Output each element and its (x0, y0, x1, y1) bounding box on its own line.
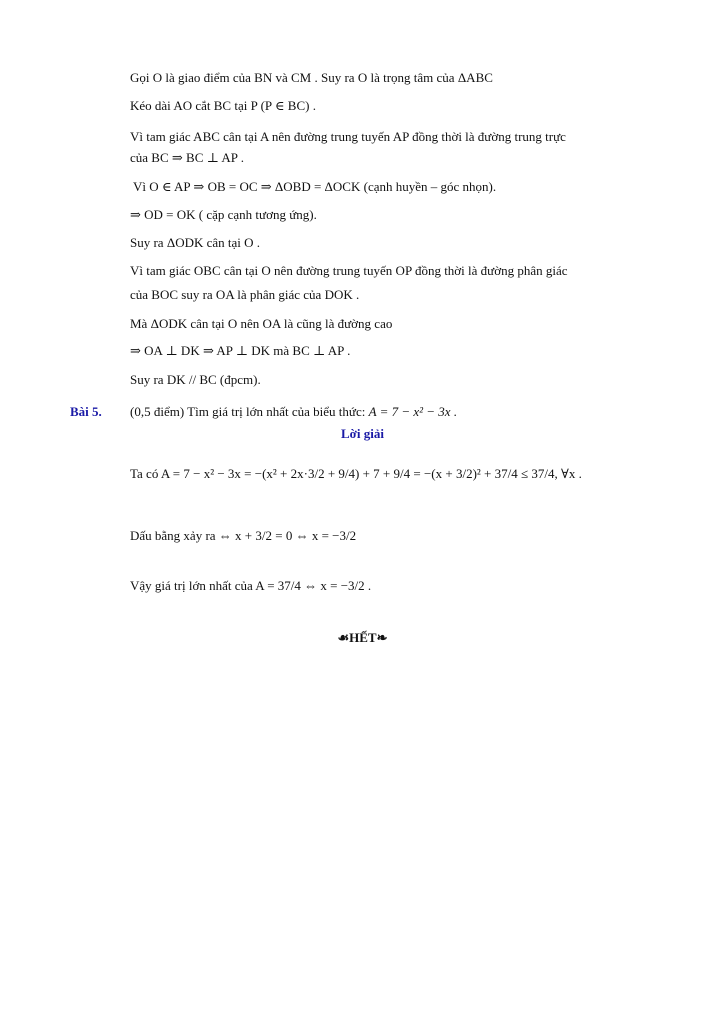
line-1: Gọi O là giao điểm của BN và CM . Suy ra O là trọng tâm của ΔABC (130, 70, 493, 85)
line-12: Suy ra DK // BC (đpcm). (130, 372, 261, 387)
line-10: Mà ΔODK cân tại O nên OA là cũng là đường cao (130, 316, 393, 331)
line-9: của BOC suy ra OA là phân giác của DOK . (130, 287, 360, 302)
line-4: của BC ⇒ BC ⊥ AP . (130, 150, 245, 165)
line-11: ⇒ OA ⊥ DK ⇒ AP ⊥ DK mà BC ⊥ AP . (130, 343, 351, 358)
solution-title: Lời giải (341, 426, 384, 441)
solution-step-1: Ta có A = 7 − x² − 3x = −(x² + 2x·3/2 + 9/4) + 7 + 9/4 = −(x + 3/2)² + 37/4 ≤ 37/4, ∀x . (130, 466, 582, 481)
right-ornament: ❧ (376, 630, 388, 645)
line-5: Vì O ∈ AP ⇒ OB = OC ⇒ ΔOBD = ΔOCK (cạnh huyền – góc nhọn). (133, 179, 497, 194)
line-7: Suy ra ΔODK cân tại O . (130, 235, 261, 250)
problem-5-prompt: (0,5 điểm) Tìm giá trị lớn nhất của biểu thức: (130, 404, 366, 419)
line-2: Kéo dài AO cắt BC tại P (P ∈ BC) . (130, 98, 316, 113)
problem-5-statement (130, 404, 457, 420)
problem-5-label: Bài 5. (70, 404, 102, 419)
solution-step-2: Dấu bằng xảy ra ⇔ x + 3/2 = 0 ⇔ x = −3/2 (130, 528, 357, 543)
line-3: Vì tam giác ABC cân tại A nên đường trung tuyến AP đồng thời là đường trung trực (130, 129, 566, 144)
problem-5-expression: A = 7 − x² − 3x . (368, 404, 458, 419)
end-text: HẾT (349, 630, 377, 645)
end-marker (0, 630, 725, 646)
line-8: Vì tam giác OBC cân tại O nên đường trung tuyến OP đồng thời là đường phân giác (130, 263, 568, 278)
solution-step-3: Vậy giá trị lớn nhất của A = 37/4 ⇔ x = −3/2 . (130, 578, 372, 593)
left-ornament: ☙ (337, 630, 350, 645)
line-6: ⇒ OD = OK ( cặp cạnh tương ứng). (130, 207, 317, 222)
